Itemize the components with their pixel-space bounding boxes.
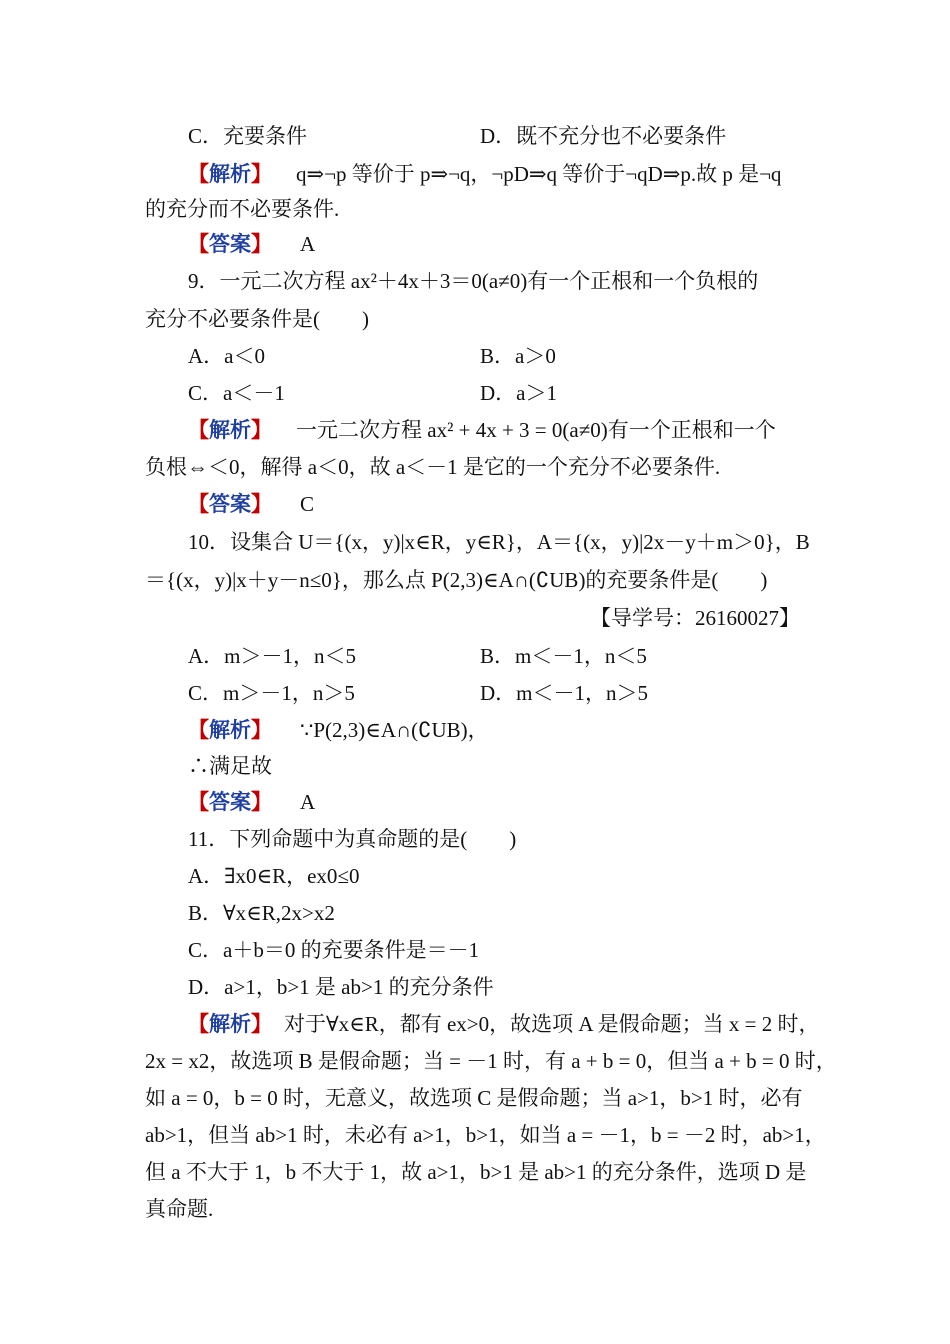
q9-stem-text-2: 充分不必要条件是( ) [145,307,369,331]
q9-stem-text-1: 9．一元二次方程 ax²＋4x＋3＝0(a≠0)有一个正根和一个负根的 [188,269,759,293]
q8-analysis-text-1: q⇒¬p 等价于 p⇒¬q，¬pD⇒q 等价于¬qD⇒p.故 p 是¬q [296,162,782,186]
q10-option-d: D．m＜－1，n＞5 [480,681,648,705]
q11-option-b: B．∀x∈R,2x>x2 [188,901,335,925]
q9-option-c: C．a＜－1 [188,381,285,405]
q11-option-d: D．a>1，b>1 是 ab>1 的充分条件 [188,975,494,999]
q10-option-a: A．m＞－1，n＜5 [188,644,356,668]
q8-answer: A [300,232,316,256]
q11-analysis-text-3: 如 a = 0，b = 0 时，无意义，故选项 C 是假命题；当 a>1，b>1 时，必有 [145,1086,803,1110]
q10-answer: A [300,790,316,814]
q10-stem-text-2: ＝{(x，y)|x＋y－n≤0}，那么点 P(2,3)∈A∩(∁UB)的充要条件是( ) [145,568,768,592]
q9-answer: C [300,492,315,516]
q10-analysis-text-2: ∴满足故 [188,754,272,778]
q11-option-a: A．∃x0∈R，ex0≤0 [188,864,360,888]
q8-option-d: D．既不充分也不必要条件 [480,124,727,148]
q11-analysis-text-6: 真命题. [145,1197,214,1221]
analysis-tag: 【解析】 [188,418,272,442]
q9-option-d: D．a＞1 [480,381,557,405]
guide-number: 【导学号：26160027】 [590,606,800,630]
q9-option-b: B．a＞0 [480,344,556,368]
q8-option-c: C．充要条件 [188,124,308,148]
q8-analysis-text-2: 的充分而不必要条件. [145,197,340,221]
answer-tag: 【答案】 [188,790,272,814]
q11-option-c: C．a＋b＝0 的充要条件是＝－1 [188,938,480,962]
q11-analysis-text-4: ab>1，但当 ab>1 时，未必有 a>1，b>1，如当 a = －1，b = －2 时，ab>1， [145,1123,826,1147]
q9-analysis-text-1: 一元二次方程 ax² + 4x + 3 = 0(a≠0)有一个正根和一个 [296,418,776,442]
analysis-tag: 【解析】 [188,162,272,186]
q9-option-a: A．a＜0 [188,344,265,368]
q11-stem-text: 11．下列命题中为真命题的是( ) [188,827,517,851]
analysis-tag: 【解析】 [188,1012,272,1036]
q11-analysis-text-5: 但 a 不大于 1，b 不大于 1，故 a>1，b>1 是 ab>1 的充分条件，选项 D 是 [145,1160,807,1184]
analysis-tag: 【解析】 [188,718,272,742]
answer-tag: 【答案】 [188,492,272,516]
answer-tag: 【答案】 [188,232,272,256]
q11-analysis-text-2: 2x = x2，故选项 B 是假命题；当 = －1 时，有 a + b = 0，但当 a + b = 0 时， [145,1049,837,1073]
q10-option-c: C．m＞－1，n＞5 [188,681,355,705]
q10-stem-text-1: 10．设集合 U＝{(x，y)|x∈R，y∈R}，A＝{(x，y)|2x－y＋m＞0}，B [188,530,810,554]
q10-analysis-text-1: ∵P(2,3)∈A∩(∁UB)， [300,718,489,742]
q11-analysis-text-1: 对于∀x∈R，都有 ex>0，故选项 A 是假命题；当 x = 2 时， [284,1012,820,1036]
q9-analysis-text-2: 负根⇔＜0，解得 a＜0，故 a＜－1 是它的一个充分不必要条件. [145,455,721,479]
q10-option-b: B．m＜－1，n＜5 [480,644,647,668]
